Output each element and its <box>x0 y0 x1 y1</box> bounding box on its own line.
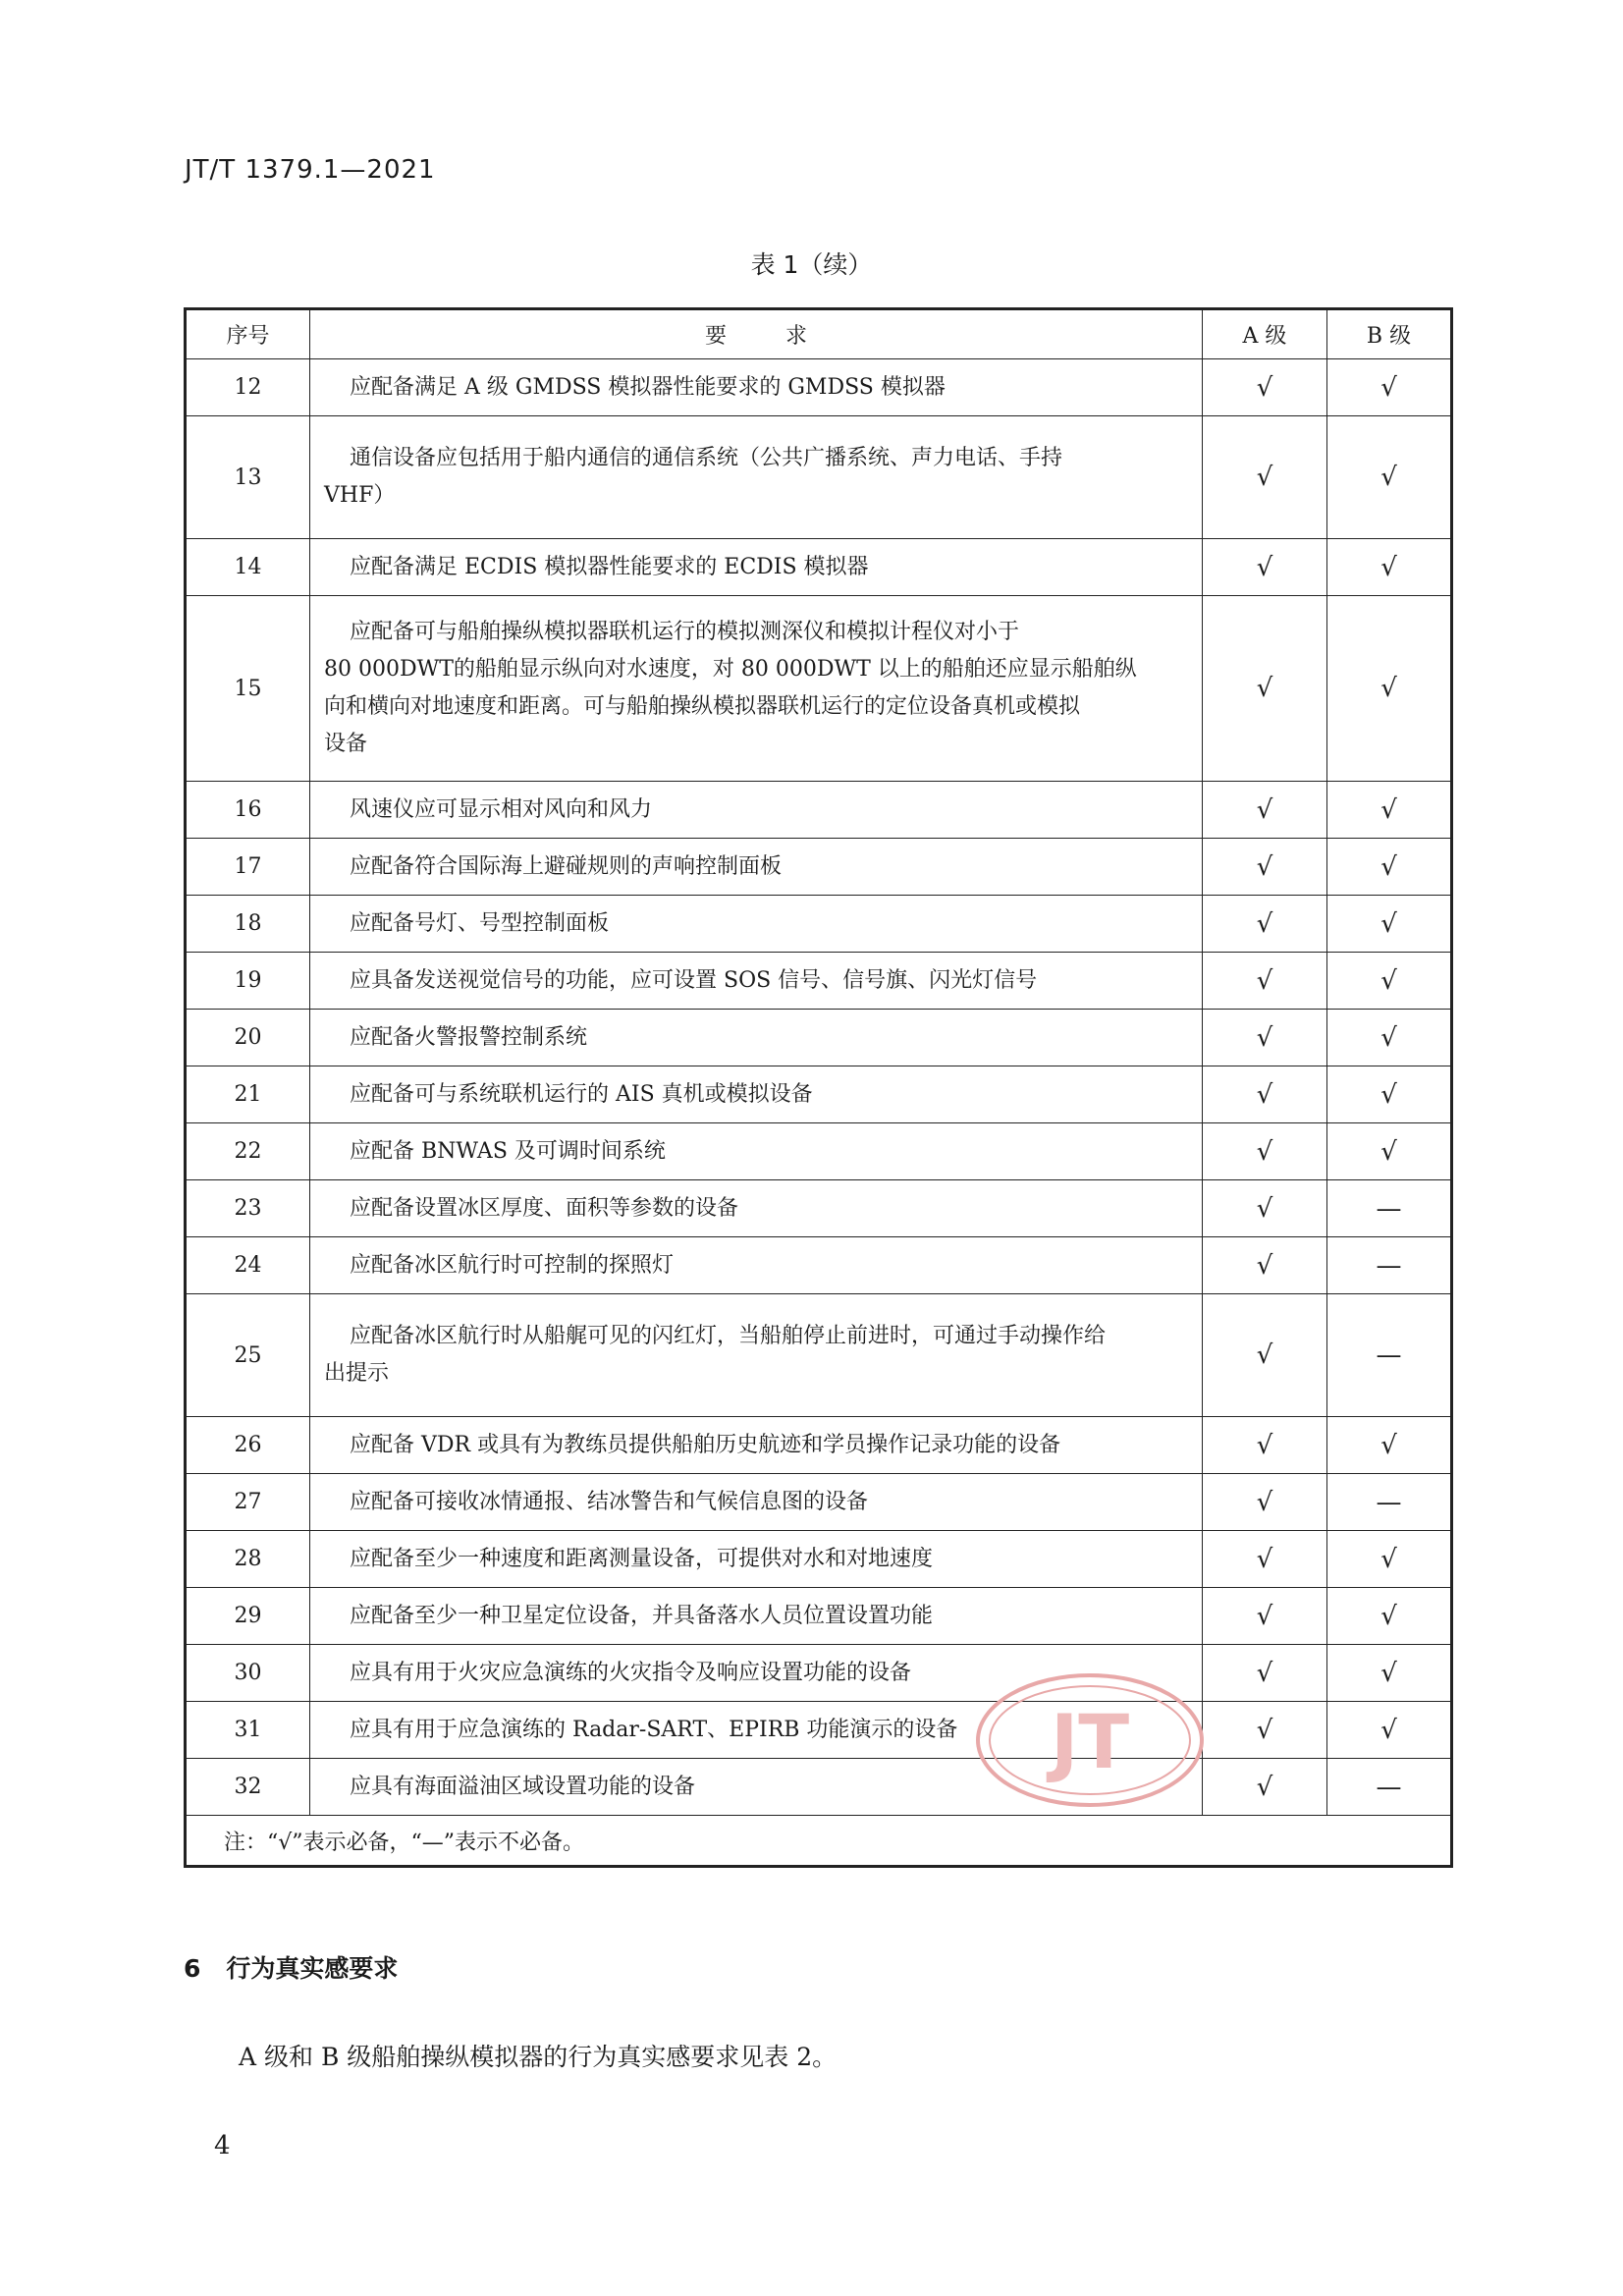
row-number: 15 <box>186 596 310 782</box>
grade-a-mark: √ <box>1203 1123 1327 1180</box>
table-row <box>186 1066 1452 1123</box>
row-number: 17 <box>186 839 310 896</box>
table-row <box>186 359 1452 416</box>
table-caption: 表 1（续） <box>750 250 873 279</box>
grade-a-mark: √ <box>1203 359 1327 416</box>
grade-b-mark: √ <box>1327 953 1452 1010</box>
requirements-table <box>184 307 1453 1868</box>
requirement-text: 应配备满足 ECDIS 模拟器性能要求的 ECDIS 模拟器 <box>310 539 1203 596</box>
grade-b-mark: √ <box>1327 1123 1452 1180</box>
requirement-text: 应配备号灯、号型控制面板 <box>310 896 1203 953</box>
grade-a-mark: √ <box>1203 839 1327 896</box>
table-note: 注：“√”表示必备，“—”表示不必备。 <box>186 1816 1452 1867</box>
section-heading <box>184 1949 398 1985</box>
grade-b-mark: √ <box>1327 1645 1452 1702</box>
grade-a-mark: √ <box>1203 1294 1327 1417</box>
grade-b-mark: √ <box>1327 1417 1452 1474</box>
requirement-text: 应配备设置冰区厚度、面积等参数的设备 <box>310 1180 1203 1237</box>
row-number: 26 <box>186 1417 310 1474</box>
table-row <box>186 539 1452 596</box>
table-row <box>186 1759 1452 1816</box>
requirement-text: 应具备发送视觉信号的功能，应可设置 SOS 信号、信号旗、闪光灯信号 <box>310 953 1203 1010</box>
grade-b-mark: — <box>1327 1237 1452 1294</box>
requirement-text: 应配备 BNWAS 及可调时间系统 <box>310 1123 1203 1180</box>
row-number: 27 <box>186 1474 310 1531</box>
grade-b-mark: √ <box>1327 1066 1452 1123</box>
row-number: 24 <box>186 1237 310 1294</box>
requirement-text: 应配备冰区航行时可控制的探照灯 <box>310 1237 1203 1294</box>
grade-b-mark: — <box>1327 1474 1452 1531</box>
requirement-text: 应配备至少一种卫星定位设备，并具备落水人员位置设置功能 <box>310 1588 1203 1645</box>
table-row <box>186 896 1452 953</box>
requirement-text: 应配备冰区航行时从船艉可见的闪红灯，当船舶停止前进时，可通过手动操作给 出提示 <box>310 1294 1203 1417</box>
grade-a-mark: √ <box>1203 896 1327 953</box>
requirement-text: 应配备可与船舶操纵模拟器联机运行的模拟测深仪和模拟计程仪对小于 80 000DWT的船舶显示纵向对水速度，对 80 000DWT 以上的船舶还应显示船舶纵 向和横向对地速度和距离。可与船舶操纵模拟器联机运行的定位设备真机或模拟 设备 <box>310 596 1203 782</box>
requirement-text: 应具有用于应急演练的 Radar-SART、EPIRB 功能演示的设备 <box>310 1702 1203 1759</box>
grade-b-mark: — <box>1327 1759 1452 1816</box>
row-number: 21 <box>186 1066 310 1123</box>
grade-a-mark: √ <box>1203 1588 1327 1645</box>
requirement-text: 应配备火警报警控制系统 <box>310 1010 1203 1066</box>
column-header-a: A 级 <box>1203 309 1327 359</box>
row-number: 30 <box>186 1645 310 1702</box>
row-number: 16 <box>186 782 310 839</box>
row-number: 32 <box>186 1759 310 1816</box>
grade-b-mark: √ <box>1327 896 1452 953</box>
table-header-row <box>186 309 1452 359</box>
grade-b-mark: √ <box>1327 1531 1452 1588</box>
requirement-text: 通信设备应包括用于船内通信的通信系统（公共广播系统、声力电话、手持 VHF） <box>310 416 1203 539</box>
row-number: 13 <box>186 416 310 539</box>
grade-b-mark: √ <box>1327 1588 1452 1645</box>
table-row <box>186 839 1452 896</box>
table-row <box>186 1588 1452 1645</box>
row-number: 29 <box>186 1588 310 1645</box>
table-row <box>186 1294 1452 1417</box>
row-number: 28 <box>186 1531 310 1588</box>
table-row <box>186 416 1452 539</box>
requirement-text: 应配备满足 A 级 GMDSS 模拟器性能要求的 GMDSS 模拟器 <box>310 359 1203 416</box>
row-number: 23 <box>186 1180 310 1237</box>
grade-b-mark: √ <box>1327 1702 1452 1759</box>
grade-a-mark: √ <box>1203 1180 1327 1237</box>
grade-b-mark: √ <box>1327 1010 1452 1066</box>
row-number: 20 <box>186 1010 310 1066</box>
table-row <box>186 782 1452 839</box>
grade-a-mark: √ <box>1203 953 1327 1010</box>
section-title: 行为真实感要求 <box>226 1954 399 1983</box>
table-row <box>186 1180 1452 1237</box>
table-row <box>186 1702 1452 1759</box>
grade-a-mark: √ <box>1203 416 1327 539</box>
row-number: 31 <box>186 1702 310 1759</box>
grade-a-mark: √ <box>1203 1066 1327 1123</box>
grade-a-mark: √ <box>1203 596 1327 782</box>
page-number: 4 <box>214 2131 231 2160</box>
body-paragraph: A 级和 B 级船舶操纵模拟器的行为真实感要求见表 2。 <box>239 2043 838 2071</box>
requirement-text: 应配备符合国际海上避碰规则的声响控制面板 <box>310 839 1203 896</box>
grade-b-mark: — <box>1327 1294 1452 1417</box>
row-number: 19 <box>186 953 310 1010</box>
row-number: 18 <box>186 896 310 953</box>
grade-b-mark: √ <box>1327 359 1452 416</box>
row-number: 25 <box>186 1294 310 1417</box>
grade-a-mark: √ <box>1203 782 1327 839</box>
grade-b-mark: √ <box>1327 539 1452 596</box>
seal-text: JT <box>1050 1698 1130 1785</box>
table-row <box>186 1645 1452 1702</box>
requirement-text: 应具有用于火灾应急演练的火灾指令及响应设置功能的设备 <box>310 1645 1203 1702</box>
grade-a-mark: √ <box>1203 1531 1327 1588</box>
grade-a-mark: √ <box>1203 1237 1327 1294</box>
grade-a-mark: √ <box>1203 539 1327 596</box>
grade-b-mark: √ <box>1327 839 1452 896</box>
grade-b-mark: √ <box>1327 596 1452 782</box>
table-row <box>186 1010 1452 1066</box>
table-row <box>186 953 1452 1010</box>
requirement-text: 应具有海面溢油区域设置功能的设备 <box>310 1759 1203 1816</box>
grade-b-mark: √ <box>1327 782 1452 839</box>
column-header-no: 序号 <box>186 309 310 359</box>
grade-a-mark: √ <box>1203 1645 1327 1702</box>
grade-a-mark: √ <box>1203 1010 1327 1066</box>
column-header-b: B 级 <box>1327 309 1452 359</box>
requirement-text: 应配备可接收冰情通报、结冰警告和气候信息图的设备 <box>310 1474 1203 1531</box>
column-header-requirement: 要求 <box>310 309 1203 359</box>
table-row <box>186 1237 1452 1294</box>
requirement-text: 应配备至少一种速度和距离测量设备，可提供对水和对地速度 <box>310 1531 1203 1588</box>
document-code: JT/T 1379.1—2021 <box>185 155 436 185</box>
row-number: 22 <box>186 1123 310 1180</box>
requirement-text: 应配备 VDR 或具有为教练员提供船舶历史航迹和学员操作记录功能的设备 <box>310 1417 1203 1474</box>
grade-a-mark: √ <box>1203 1417 1327 1474</box>
grade-a-mark: √ <box>1203 1759 1327 1816</box>
grade-b-mark: — <box>1327 1180 1452 1237</box>
table-note-row <box>186 1816 1452 1867</box>
row-number: 14 <box>186 539 310 596</box>
table-row <box>186 1417 1452 1474</box>
requirement-text: 风速仪应可显示相对风向和风力 <box>310 782 1203 839</box>
table-row <box>186 1474 1452 1531</box>
table-row <box>186 1531 1452 1588</box>
table-row <box>186 1123 1452 1180</box>
table-row <box>186 596 1452 782</box>
section-number: 6 <box>184 1954 201 1983</box>
grade-a-mark: √ <box>1203 1702 1327 1759</box>
requirement-text: 应配备可与系统联机运行的 AIS 真机或模拟设备 <box>310 1066 1203 1123</box>
grade-a-mark: √ <box>1203 1474 1327 1531</box>
row-number: 12 <box>186 359 310 416</box>
grade-b-mark: √ <box>1327 416 1452 539</box>
